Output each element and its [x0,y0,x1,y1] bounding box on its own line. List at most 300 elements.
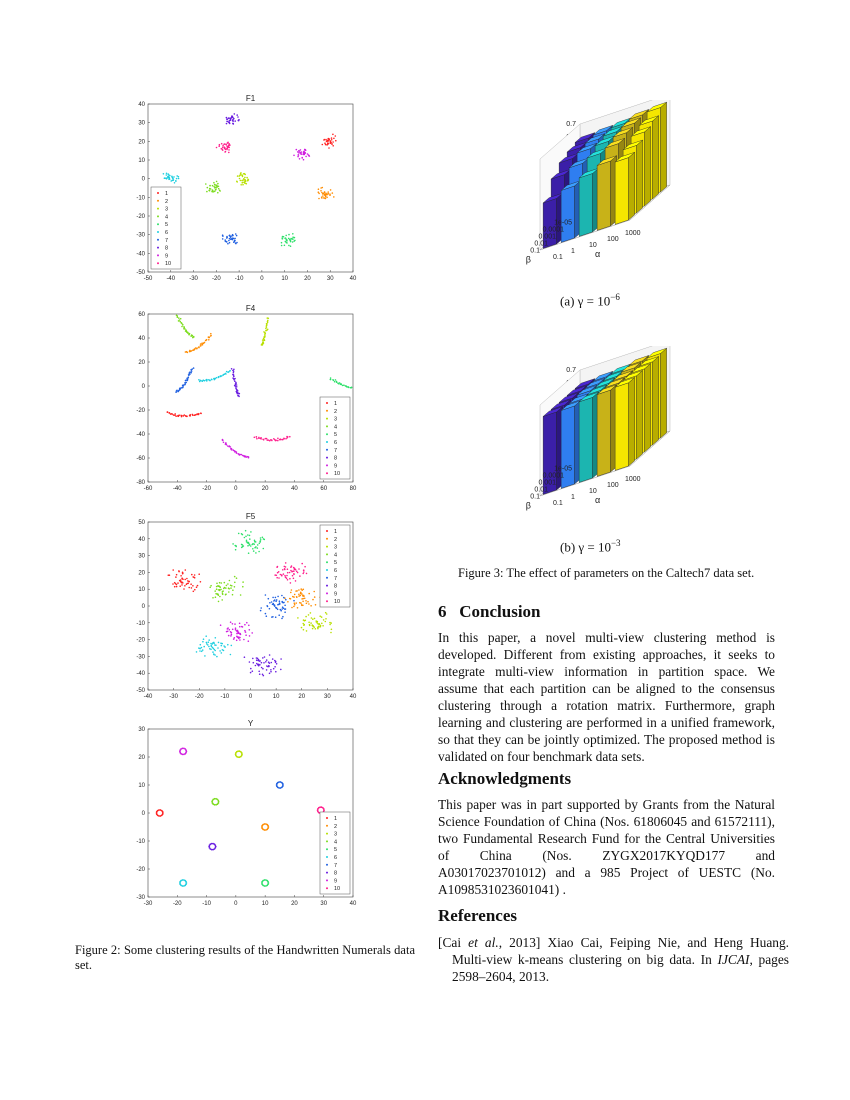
data-point [234,380,236,382]
data-point [272,616,274,618]
data-point [281,245,283,247]
data-point [332,134,334,136]
alpha-tick-label: 0.1 [553,254,563,261]
data-point [280,610,282,612]
data-point [274,604,276,606]
data-point [284,566,286,568]
data-point [194,414,196,416]
data-point [278,614,280,616]
data-point [227,148,229,150]
data-point [303,629,305,631]
y-tick-label: -50 [136,688,145,694]
legend-label: 9 [334,463,338,470]
data-point [240,172,242,174]
legend-label: 9 [165,253,169,260]
data-point [301,589,303,591]
data-point [210,188,212,190]
data-point [233,376,235,378]
bar-side [661,102,667,192]
data-point [249,661,251,663]
data-point [324,142,326,144]
data-point [330,379,332,381]
data-point [315,604,317,606]
y-tick-label: 20 [138,570,145,577]
bar-side [637,140,643,213]
data-point [175,576,177,578]
data-point [218,601,220,603]
data-point [222,593,224,595]
data-point [217,183,219,185]
data-point [303,624,305,626]
beta-tick-label: 1e-05 [554,465,572,473]
data-point [283,573,285,575]
ref-tail: , pages 2598–2604, 2013. [452,952,789,984]
data-point [268,318,270,320]
legend-label: 6 [334,855,338,861]
data-point [251,632,253,634]
data-point [182,387,184,389]
data-point [306,630,308,632]
data-point [192,585,194,587]
data-point [234,623,236,625]
data-point [290,245,292,247]
data-point [275,671,277,673]
data-point [297,156,299,158]
data-point [181,326,183,328]
legend-marker [326,530,328,532]
data-point [232,594,234,596]
data-point [332,192,334,194]
data-point [215,637,217,639]
legend-marker [326,817,328,819]
data-point [188,587,190,589]
data-point [297,607,299,609]
data-point [238,396,240,398]
data-point [220,642,222,644]
data-point [208,646,210,648]
data-point [244,537,246,539]
data-point [231,632,233,634]
bar [615,377,635,470]
legend-marker [326,553,328,555]
data-point [244,656,246,658]
scatter-plot-f4 [120,302,360,502]
x-tick-label: 10 [261,901,269,907]
data-point [176,584,178,586]
data-point [298,568,300,570]
legend-label: 6 [334,440,338,446]
data-point [168,176,170,178]
y-tick-label: -30 [136,232,145,239]
legend-label: 4 [165,214,169,221]
legend-marker [157,223,159,225]
data-point [232,235,234,237]
legend-marker [326,825,328,827]
data-point [253,662,255,664]
x-tick-label: 10 [281,276,289,282]
data-point [232,120,234,122]
y-tick-label: 0 [141,384,145,390]
data-point [292,241,294,243]
data-point [198,414,200,416]
legend-label: 6 [165,230,169,236]
legend-label: 1 [334,529,338,535]
data-point [172,569,174,571]
y-tick-label: -10 [136,620,145,627]
data-point [191,334,193,336]
data-point [290,238,292,240]
data-point [214,650,216,652]
acknowledgments-heading: Acknowledgments [438,769,572,788]
legend-marker [326,600,328,602]
data-point [299,575,301,577]
plot-title: Y [247,719,254,728]
data-point [216,588,218,590]
alpha-tick-label: 100 [607,236,619,243]
conclusion-paragraph: In this paper, a novel multi-view clustering method is developed. Different from existing approaches, it seeks to integrate multi-view information in partition space. We assume that each partition can be aligned to the consensus clustering through a rotation matrix. Furthermore, graph learning and clustering are performed in a unified framework, so that they can be jointly optimized. The proposed method is validated on four benchmark data sets. [438,630,775,764]
data-point [285,599,287,601]
data-point [260,539,262,541]
data-point [329,140,331,142]
data-point [189,414,191,416]
data-point [166,174,168,176]
data-point [225,593,227,595]
data-point [214,184,216,186]
data-point [286,577,288,579]
y-tick-label: 10 [138,587,145,594]
scatter-plot-y [120,717,360,917]
data-point [278,577,280,579]
data-point [291,589,293,591]
data-point [220,376,222,378]
data-point [289,572,291,574]
data-point [205,183,207,185]
data-point [329,624,331,626]
data-point [298,589,300,591]
ref-key: [Cai [438,935,469,950]
data-point [221,143,223,145]
data-point [241,454,243,456]
data-point [227,118,229,120]
data-point [321,623,323,625]
data-point [326,613,328,615]
data-point [322,625,324,627]
data-point [337,382,339,384]
section-number: 6 [438,602,447,621]
data-point [271,440,273,442]
legend [151,187,181,269]
data-point [282,236,284,238]
data-point [184,579,186,581]
data-point [245,181,247,183]
data-point [233,379,235,381]
data-point [244,630,246,632]
data-point [301,151,303,153]
data-point [312,625,314,627]
data-point [233,638,235,640]
data-point [274,599,276,601]
data-point [228,121,230,123]
data-point [238,632,240,634]
data-point [225,241,227,243]
legend-marker [326,592,328,594]
data-point [222,149,224,151]
data-point [284,611,286,613]
y-tick-label: -20 [136,637,145,644]
y-tick-label: 60 [138,312,145,318]
legend-marker [326,425,328,427]
data-point [218,642,220,644]
data-point [175,415,177,417]
data-point [207,187,209,189]
data-point [282,569,284,571]
bar3d-chart-a [480,100,730,280]
data-point [227,142,229,144]
data-point [207,644,209,646]
data-point [300,149,302,151]
data-point [198,573,200,575]
data-point [193,591,195,593]
legend-marker [326,538,328,540]
data-point [248,625,250,627]
y-tick-label: 0 [141,604,145,610]
data-point [306,603,308,605]
y-tick-label: 40 [138,102,145,108]
alpha-tick-label: 1 [571,248,575,255]
data-point [279,600,281,602]
bar-side [645,363,651,451]
data-point [324,139,326,141]
x-tick-label: 0 [234,901,238,907]
x-tick-label: -10 [202,901,211,907]
data-point [304,149,306,151]
data-point [172,179,174,181]
data-point [248,640,250,642]
data-point [219,650,221,652]
bar-front [597,390,611,476]
data-point [175,391,177,393]
data-point [315,628,317,630]
data-point [313,626,315,628]
data-point [276,566,278,568]
legend-label: 10 [334,886,341,893]
data-point [315,620,317,622]
data-point [244,177,246,179]
data-point [267,606,269,608]
data-point [282,785,284,787]
data-point [176,175,178,177]
legend-marker [326,585,328,587]
legend-label: 4 [334,424,338,431]
y-tick-label: 10 [138,158,145,164]
y-tick-label: -40 [136,432,145,438]
data-point [203,638,205,640]
y-tick-label: -10 [136,195,145,202]
data-point [230,635,232,637]
data-point [232,239,234,241]
data-point [270,669,272,671]
data-point [313,591,315,593]
legend-marker [157,208,159,210]
data-point [230,585,232,587]
reference-item [438,934,789,985]
data-point [234,113,236,115]
data-point [178,178,180,180]
data-point [169,412,171,414]
bar-side [645,127,651,206]
data-point [295,602,297,604]
data-point [277,438,279,440]
bar-front [615,158,629,225]
data-point [194,589,196,591]
data-point [242,179,244,181]
data-point [267,320,269,322]
z-tick-label: 0.7 [566,121,576,128]
y-tick-label: -40 [136,251,145,258]
data-point [254,437,256,439]
data-point [208,190,210,192]
data-point [262,668,264,670]
data-point [224,646,226,648]
data-point [219,596,221,598]
legend-label: 2 [334,823,338,830]
data-point [169,175,171,177]
section-heading [438,602,541,622]
data-point [273,668,275,670]
data-point [179,321,181,323]
data-point [321,196,323,198]
data-point [242,176,244,178]
data-point [227,627,229,629]
data-point [208,339,210,341]
data-point [228,588,230,590]
data-point [309,155,311,157]
data-point [273,603,275,605]
sub-a-exp: −6 [610,292,620,302]
data-point [245,530,247,532]
x-tick-label: -20 [172,901,182,907]
data-point [240,634,242,636]
data-point [222,146,224,148]
data-point [272,658,274,660]
data-point [248,179,250,181]
data-point [197,585,199,587]
x-tick-label: 20 [298,694,306,700]
x-tick-label: 40 [349,276,357,282]
data-point [208,641,210,643]
data-point [173,176,175,178]
data-point [209,648,211,650]
data-point [261,667,263,669]
data-point [228,152,230,154]
data-point [299,158,301,160]
data-point [280,438,282,440]
data-point [285,562,287,564]
data-point [217,192,219,194]
data-point [236,640,238,642]
alpha-tick-label: 100 [607,482,619,489]
data-point [218,145,220,147]
data-point [244,624,246,626]
data-point [283,608,285,610]
data-point [185,752,187,754]
data-point [259,660,261,662]
x-tick-label: 30 [320,901,328,907]
data-point [162,813,164,815]
data-point [186,351,188,353]
alpha-tick-label: 1000 [625,230,641,237]
data-point [257,544,259,546]
data-point [305,152,307,154]
data-point [249,535,251,537]
data-point [293,600,295,602]
y-tick-label: -10 [136,839,145,845]
data-point [218,188,220,190]
data-point [250,531,252,533]
x-tick-label: -40 [143,694,153,700]
data-point [334,381,336,383]
beta-tick-label: 0.01 [534,240,548,248]
data-point [296,149,298,151]
data-point [301,563,303,565]
data-point [262,341,264,343]
data-point [227,631,229,633]
beta-tick-label: 0.001 [538,233,556,241]
x-tick-label: -40 [172,486,182,492]
legend-marker [326,840,328,842]
legend-label: 8 [334,870,338,877]
data-point [237,116,239,118]
data-point [342,385,344,387]
data-point [180,579,182,581]
data-point [275,440,277,442]
data-point [302,573,304,575]
data-point [328,193,330,195]
data-point [236,235,238,237]
data-point [299,602,301,604]
data-point [224,143,226,145]
data-point [211,191,213,193]
data-point [232,374,234,376]
beta-tick-label: 0.0001 [542,472,564,480]
data-point [281,608,283,610]
data-point [228,240,230,242]
bar [561,181,581,243]
data-point [303,159,305,161]
legend-label: 9 [334,878,338,885]
data-point [298,594,300,596]
data-point [235,627,237,629]
legend-marker [157,192,159,194]
data-point [293,240,295,242]
data-point [260,607,262,609]
data-point [255,541,257,543]
data-point [181,584,183,586]
data-point [200,581,202,583]
data-point [242,626,244,628]
data-point [294,604,296,606]
data-point [300,153,302,155]
data-point [265,328,267,330]
data-point [210,335,212,337]
data-point [236,114,238,116]
data-point [318,188,320,190]
data-point [325,621,327,623]
data-point [332,145,334,147]
data-point [228,635,230,637]
bar-side [629,152,635,220]
bar [579,392,599,482]
